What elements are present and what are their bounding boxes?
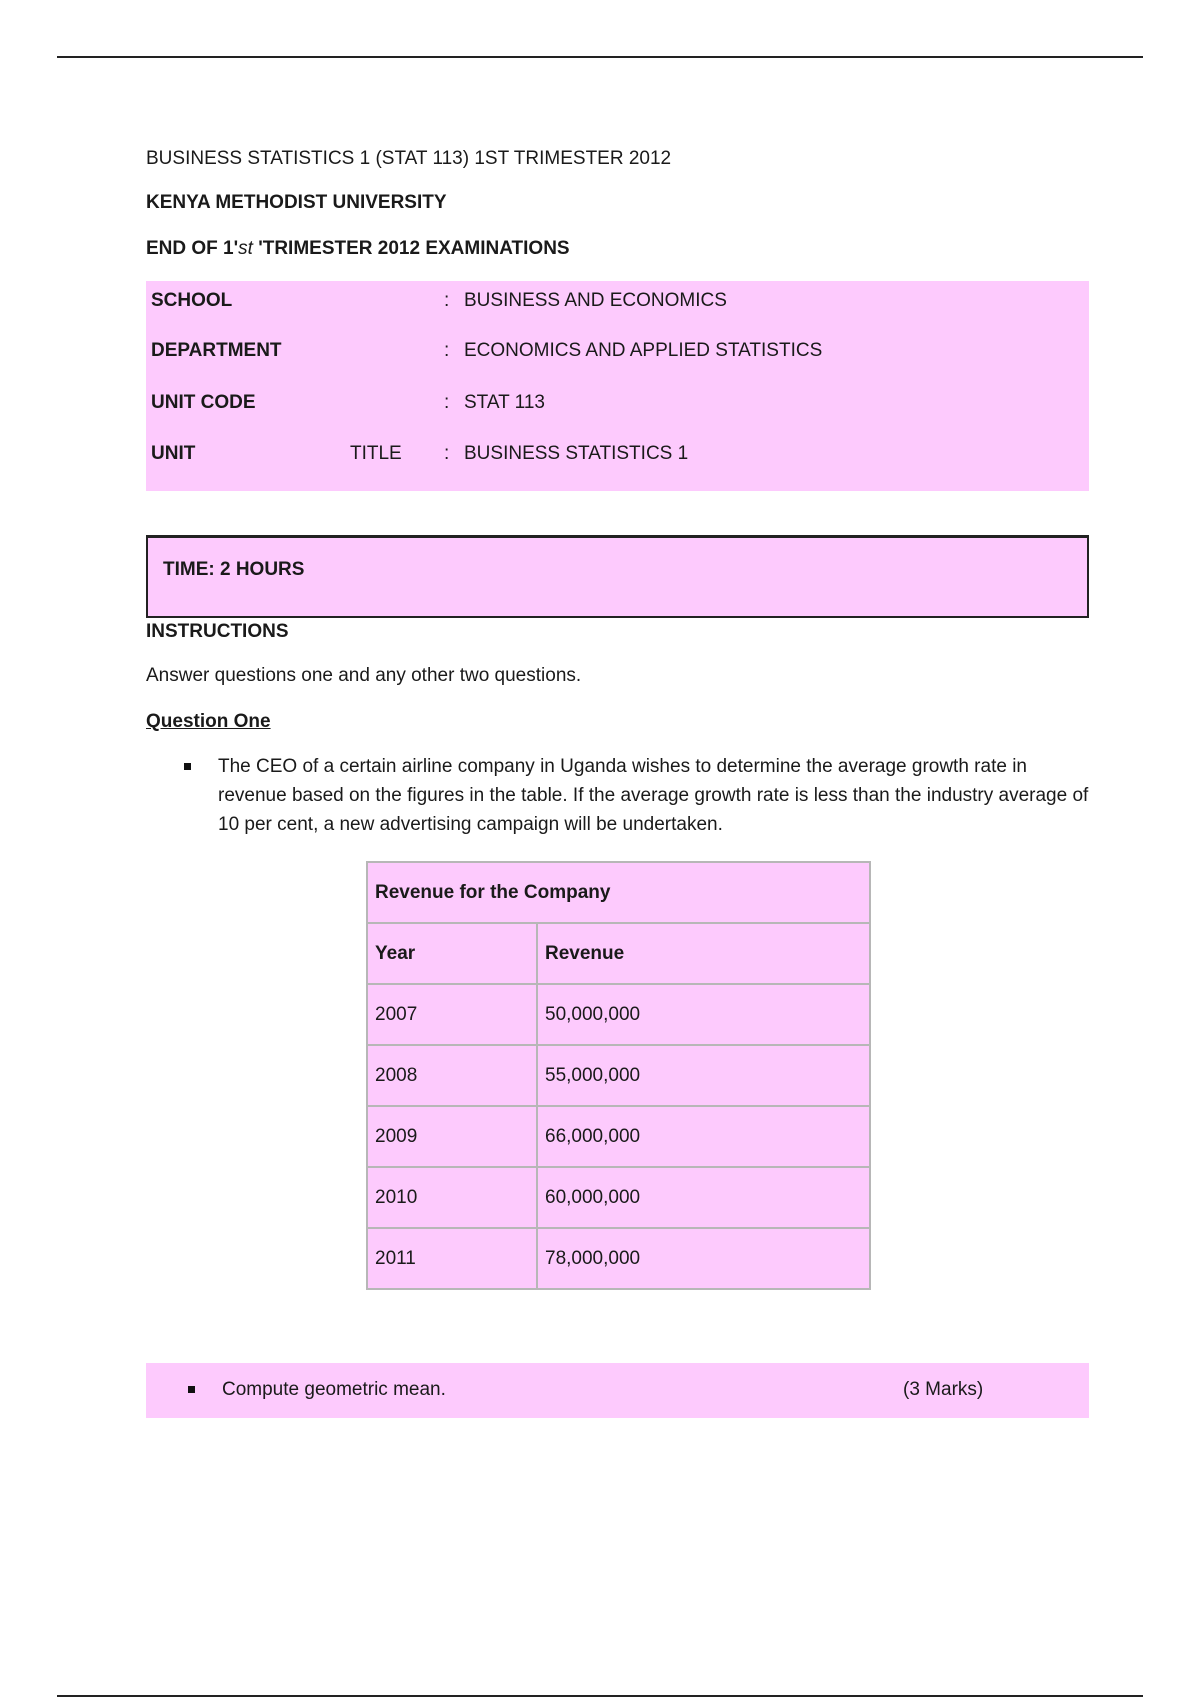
year-cell: 2011: [367, 1228, 537, 1289]
time-allowed: TIME: 2 HOURS: [163, 559, 305, 580]
revenue-cell: 60,000,000: [537, 1167, 870, 1228]
university-name: KENYA METHODIST UNIVERSITY: [146, 192, 447, 213]
table-row: [367, 1228, 870, 1289]
revenue-cell: 55,000,000: [537, 1045, 870, 1106]
table-row: [367, 984, 870, 1045]
table-row: [367, 1106, 870, 1167]
task-box: [146, 1363, 1089, 1418]
year-header: Year: [367, 923, 537, 984]
revenue-cell: 78,000,000: [537, 1228, 870, 1289]
unit-label: UNIT: [151, 443, 196, 464]
department-row: [151, 338, 1081, 364]
school-separator: :: [444, 290, 450, 311]
instructions-heading: INSTRUCTIONS: [146, 621, 289, 642]
table-caption-row: [367, 862, 870, 923]
bullet-icon: [188, 1386, 195, 1393]
marks-label: (3 Marks): [903, 1379, 984, 1400]
exam-title-prefix: END OF 1': [146, 238, 239, 259]
school-value: BUSINESS AND ECONOMICS: [464, 290, 727, 311]
exam-title: [146, 237, 570, 261]
revenue-header: Revenue: [537, 923, 870, 984]
year-cell: 2010: [367, 1167, 537, 1228]
top-rule: [57, 56, 1143, 58]
exam-title-suffix: 'TRIMESTER 2012 EXAMINATIONS: [252, 238, 570, 259]
unit-title-row: [151, 441, 1081, 467]
bottom-rule: [57, 1695, 1143, 1697]
question-one-heading: Question One: [146, 711, 271, 732]
unit-code-value: STAT 113: [464, 392, 545, 413]
table-row: [367, 1045, 870, 1106]
year-cell: 2007: [367, 984, 537, 1045]
exam-title-ordinal: st: [238, 238, 253, 259]
question-paragraph: The CEO of a certain airline company in Uganda wishes to determine the average growth rate in revenue based on the figures in the table. If the average growth rate is less than the industry average of 10 per cent, a new advertising campaign will be undertaken.: [218, 756, 1089, 835]
title-label: TITLE: [350, 443, 402, 464]
course-header: BUSINESS STATISTICS 1 (STAT 113) 1ST TRIMESTER 2012: [146, 148, 672, 169]
exam-info-box: [146, 281, 1089, 491]
unit-code-row: [151, 390, 1081, 416]
revenue-cell: 50,000,000: [537, 984, 870, 1045]
unit-title-value: BUSINESS STATISTICS 1: [464, 443, 689, 464]
year-cell: 2008: [367, 1045, 537, 1106]
table-row: [367, 1167, 870, 1228]
revenue-cell: 66,000,000: [537, 1106, 870, 1167]
table-header-row: [367, 923, 870, 984]
time-box: [146, 535, 1089, 618]
unit-title-separator: :: [444, 443, 450, 464]
revenue-table: [366, 861, 871, 1290]
unit-code-label: UNIT CODE: [151, 392, 256, 413]
table-caption: Revenue for the Company: [367, 862, 870, 923]
department-value: ECONOMICS AND APPLIED STATISTICS: [464, 340, 823, 361]
year-cell: 2009: [367, 1106, 537, 1167]
unit-code-separator: :: [444, 392, 450, 413]
bullet-icon: [184, 763, 191, 770]
instructions-text: Answer questions one and any other two questions.: [146, 665, 582, 686]
department-label: DEPARTMENT: [151, 340, 282, 361]
school-row: [151, 288, 1081, 314]
school-label: SCHOOL: [151, 290, 233, 311]
department-separator: :: [444, 340, 450, 361]
task-text: Compute geometric mean.: [222, 1379, 446, 1400]
